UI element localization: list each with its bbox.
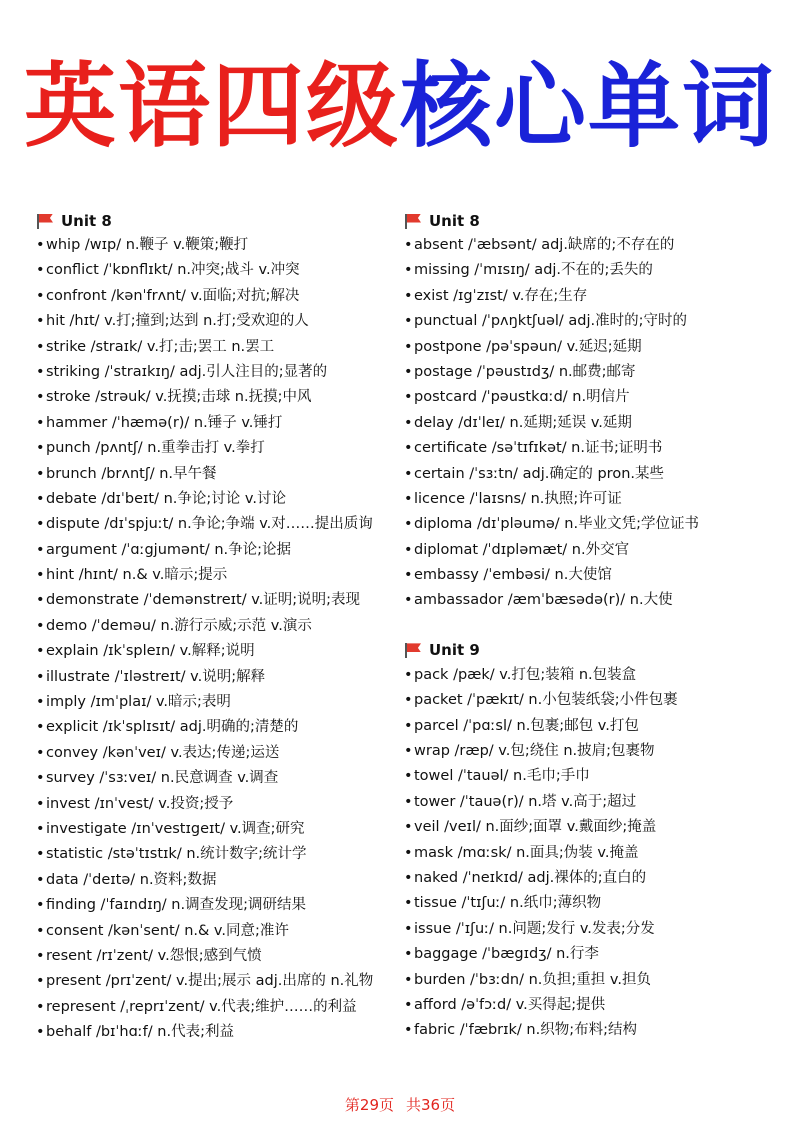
- list-item: • wrap /ræp/ v.包;绕住 n.披肩;包裹物: [404, 739, 784, 764]
- list-item: • tower /ˈtauə(r)/ n.塔 v.高于;超过: [404, 790, 784, 815]
- list-item: • exist /ɪgˈzɪst/ v.存在;生存: [404, 284, 784, 309]
- list-item: • stroke /strəuk/ v.抚摸;击球 n.抚摸;中风: [36, 385, 406, 410]
- list-item: • burden /ˈbɜːdn/ n.负担;重担 v.担负: [404, 968, 784, 993]
- list-item: • packet /ˈpækɪt/ n.小包装纸袋;小件包裹: [404, 688, 784, 713]
- list-item: • hammer /ˈhæmə(r)/ n.锤子 v.锤打: [36, 411, 406, 436]
- list-item: • strike /straɪk/ v.打;击;罢工 n.罢工: [36, 335, 406, 360]
- list-item: • demonstrate /ˈdemənstreɪt/ v.证明;说明;表现: [36, 588, 406, 613]
- list-item: • tissue /ˈtɪʃuː/ n.纸巾;薄织物: [404, 891, 784, 916]
- unit-heading: [404, 208, 784, 233]
- list-item: • confront /kənˈfrʌnt/ v.面临;对抗;解决: [36, 284, 406, 309]
- list-item: • conflict /ˈkɒnflɪkt/ n.冲突;战斗 v.冲突: [36, 258, 406, 283]
- list-item: • certificate /səˈtɪfɪkət/ n.证书;证明书: [404, 436, 784, 461]
- word-list: [404, 663, 784, 1044]
- list-item: • represent /ˌreprɪˈzent/ v.代表;维护……的利益: [36, 995, 406, 1020]
- list-item: • brunch /brʌntʃ/ n.早午餐: [36, 462, 406, 487]
- section-gap: [404, 614, 784, 638]
- list-item: • parcel /ˈpɑːsl/ n.包裹;邮包 v.打包: [404, 714, 784, 739]
- list-item: • present /prɪˈzent/ v.提出;展示 adj.出席的 n.礼物: [36, 969, 406, 994]
- list-item: • explicit /ɪkˈsplɪsɪt/ adj.明确的;清楚的: [36, 715, 406, 740]
- list-item: • postage /ˈpəustɪdʒ/ n.邮费;邮寄: [404, 360, 784, 385]
- title-part-blue: 核心单词: [400, 53, 777, 160]
- list-item: • demo /ˈdeməu/ n.游行示威;示范 v.演示: [36, 614, 406, 639]
- list-item: • embassy /ˈembəsi/ n.大使馆: [404, 563, 784, 588]
- title-part-red: 英语四级: [23, 53, 400, 160]
- list-item: • finding /ˈfaɪndɪŋ/ n.调查发现;调研结果: [36, 893, 406, 918]
- list-item: • delay /dɪˈleɪ/ n.延期;延误 v.延期: [404, 411, 784, 436]
- list-item: • debate /dɪˈbeɪt/ n.争论;讨论 v.讨论: [36, 487, 406, 512]
- word-list: [36, 233, 406, 1046]
- list-item: • issue /ˈɪʃuː/ n.问题;发行 v.发表;分发: [404, 917, 784, 942]
- unit-label: Unit 8: [61, 211, 112, 230]
- list-item: • convey /kənˈveɪ/ v.表达;传递;运送: [36, 741, 406, 766]
- list-item: • punctual /ˈpʌŋktʃuəl/ adj.准时的;守时的: [404, 309, 784, 334]
- list-item: • naked /ˈneɪkɪd/ adj.裸体的;直白的: [404, 866, 784, 891]
- list-item: • licence /ˈlaɪsns/ n.执照;许可证: [404, 487, 784, 512]
- list-item: • invest /ɪnˈvest/ v.投资;授予: [36, 792, 406, 817]
- list-item: • missing /ˈmɪsɪŋ/ adj.不在的;丢失的: [404, 258, 784, 283]
- list-item: • hit /hɪt/ v.打;撞到;达到 n.打;受欢迎的人: [36, 309, 406, 334]
- list-item: • afford /əˈfɔːd/ v.买得起;提供: [404, 993, 784, 1018]
- list-item: • imply /ɪmˈplaɪ/ v.暗示;表明: [36, 690, 406, 715]
- page-title: [0, 52, 800, 162]
- list-item: • postcard /ˈpəustkɑːd/ n.明信片: [404, 385, 784, 410]
- list-item: • veil /veɪl/ n.面纱;面罩 v.戴面纱;掩盖: [404, 815, 784, 840]
- list-item: • behalf /bɪˈhɑːf/ n.代表;利益: [36, 1020, 406, 1045]
- page-footer: [0, 1094, 800, 1115]
- list-item: • whip /wɪp/ n.鞭子 v.鞭策;鞭打: [36, 233, 406, 258]
- right-column: [404, 208, 784, 1044]
- list-item: • survey /ˈsɜːveɪ/ n.民意调查 v.调查: [36, 766, 406, 791]
- left-column: [36, 208, 406, 1046]
- list-item: • hint /hɪnt/ n.& v.暗示;提示: [36, 563, 406, 588]
- list-item: • postpone /pəˈspəun/ v.延迟;延期: [404, 335, 784, 360]
- red-flag-icon: [36, 213, 54, 229]
- red-flag-icon: [404, 642, 422, 658]
- list-item: • consent /kənˈsent/ n.& v.同意;准许: [36, 919, 406, 944]
- list-item: • pack /pæk/ v.打包;装箱 n.包装盒: [404, 663, 784, 688]
- list-item: • towel /ˈtauəl/ n.毛巾;手巾: [404, 764, 784, 789]
- list-item: • resent /rɪˈzent/ v.怨恨;感到气愤: [36, 944, 406, 969]
- page-total: 共36页: [406, 1096, 456, 1114]
- list-item: • mask /mɑːsk/ n.面具;伪装 v.掩盖: [404, 841, 784, 866]
- list-item: • absent /ˈæbsənt/ adj.缺席的;不存在的: [404, 233, 784, 258]
- list-item: • diplomat /ˈdɪpləmæt/ n.外交官: [404, 538, 784, 563]
- list-item: • illustrate /ˈɪləstreɪt/ v.说明;解释: [36, 665, 406, 690]
- unit-label: Unit 9: [429, 641, 480, 660]
- list-item: • certain /ˈsɜːtn/ adj.确定的 pron.某些: [404, 462, 784, 487]
- list-item: • statistic /stəˈtɪstɪk/ n.统计数字;统计学: [36, 842, 406, 867]
- red-flag-icon: [404, 213, 422, 229]
- list-item: • ambassador /æmˈbæsədə(r)/ n.大使: [404, 588, 784, 613]
- list-item: • explain /ɪkˈspleɪn/ v.解释;说明: [36, 639, 406, 664]
- page-number: 第29页: [344, 1096, 394, 1114]
- list-item: • striking /ˈstraɪkɪŋ/ adj.引人注目的;显著的: [36, 360, 406, 385]
- word-list: [404, 233, 784, 614]
- list-item: • baggage /ˈbægɪdʒ/ n.行李: [404, 942, 784, 967]
- list-item: • dispute /dɪˈspjuːt/ n.争论;争端 v.对……提出质询: [36, 512, 406, 537]
- list-item: • argument /ˈɑːgjumənt/ n.争论;论据: [36, 538, 406, 563]
- list-item: • investigate /ɪnˈvestɪgeɪt/ v.调查;研究: [36, 817, 406, 842]
- unit-heading: [36, 208, 406, 233]
- list-item: • fabric /ˈfæbrɪk/ n.织物;布料;结构: [404, 1018, 784, 1043]
- unit-heading: [404, 638, 784, 663]
- list-item: • data /ˈdeɪtə/ n.资料;数据: [36, 868, 406, 893]
- unit-label: Unit 8: [429, 211, 480, 230]
- list-item: • punch /pʌntʃ/ n.重拳击打 v.拳打: [36, 436, 406, 461]
- list-item: • diploma /dɪˈpləumə/ n.毕业文凭;学位证书: [404, 512, 784, 537]
